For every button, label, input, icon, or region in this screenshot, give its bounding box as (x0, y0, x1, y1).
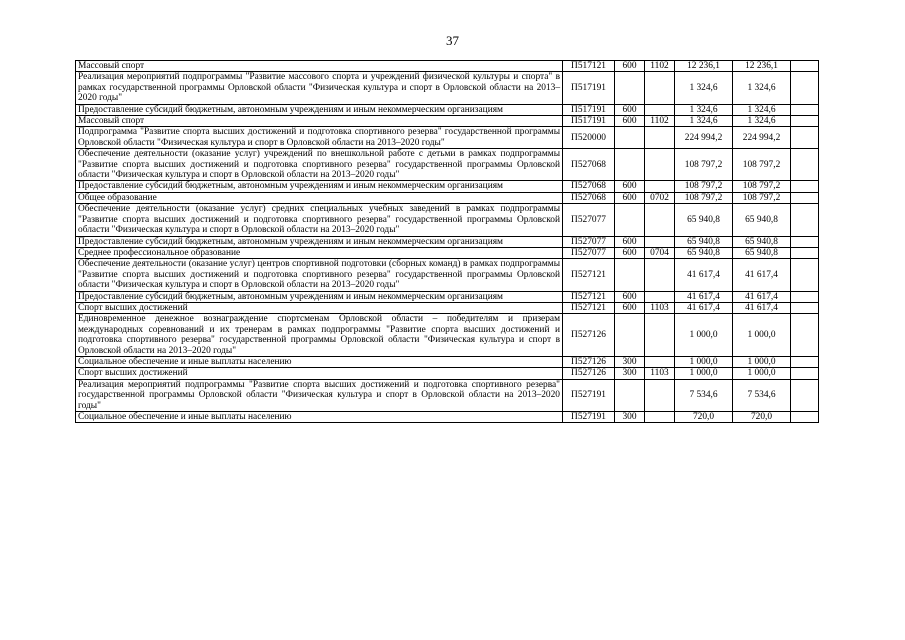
row-code-cell: П527126 (563, 356, 615, 367)
row-extra-cell (791, 412, 819, 423)
row-section-cell: 1103 (645, 368, 675, 379)
row-extra-cell (791, 291, 819, 302)
row-name-cell: Подпрограмма "Развитие спорта высших достижений и подготовка спортивного резерва" государственной программы Орловской области "Физическая культура и спорт в Орловской области на 2013–2020 годы" (76, 127, 563, 149)
row-code-cell: П527121 (563, 302, 615, 313)
row-expense-type-cell (615, 204, 645, 236)
row-extra-cell (791, 72, 819, 104)
row-amount-approved-cell: 720,0 (733, 412, 791, 423)
row-code-cell: П527126 (563, 314, 615, 357)
row-code-cell: П517121 (563, 61, 615, 72)
row-name-cell: Среднее профессиональное образование (76, 247, 563, 258)
row-name-cell: Массовый спорт (76, 116, 563, 127)
budget-table (75, 60, 819, 423)
row-expense-type-cell: 600 (615, 192, 645, 203)
row-code-cell: П527121 (563, 291, 615, 302)
row-code-cell: П517191 (563, 104, 615, 115)
row-code-cell: П527077 (563, 247, 615, 258)
row-code-cell: П527191 (563, 412, 615, 423)
table-row (76, 291, 819, 302)
row-section-cell: 0704 (645, 247, 675, 258)
row-extra-cell (791, 127, 819, 149)
row-amount-cell: 41 617,4 (675, 291, 733, 302)
row-name-cell: Обеспечение деятельности (оказание услуг) центров спортивной подготовки (сборных команд) в рамках подпрограммы "Развитие спорта высших достижений и подготовка спортивного резерва" государственной программы Орловской области "Физическая культура и спорт в Орловской области на 2013–2020 годы" (76, 259, 563, 291)
table-row (76, 72, 819, 104)
row-name-cell: Социальное обеспечение и иные выплаты населению (76, 412, 563, 423)
row-code-cell: П527068 (563, 149, 615, 181)
row-name-cell: Спорт высших достижений (76, 368, 563, 379)
row-amount-cell: 12 236,1 (675, 61, 733, 72)
row-expense-type-cell: 300 (615, 368, 645, 379)
table-row (76, 368, 819, 379)
row-section-cell: 1102 (645, 61, 675, 72)
row-amount-approved-cell: 12 236,1 (733, 61, 791, 72)
row-code-cell: П517191 (563, 72, 615, 104)
row-section-cell (645, 127, 675, 149)
row-extra-cell (791, 104, 819, 115)
row-extra-cell (791, 181, 819, 192)
row-code-cell: П517191 (563, 116, 615, 127)
table-row (76, 247, 819, 258)
table-row (76, 236, 819, 247)
row-extra-cell (791, 247, 819, 258)
row-section-cell: 1103 (645, 302, 675, 313)
row-code-cell: П527077 (563, 204, 615, 236)
page-number: 37 (446, 33, 459, 48)
row-name-cell: Спорт высших достижений (76, 302, 563, 313)
row-name-cell: Общее образование (76, 192, 563, 203)
row-amount-cell: 41 617,4 (675, 259, 733, 291)
row-amount-cell: 108 797,2 (675, 192, 733, 203)
row-extra-cell (791, 368, 819, 379)
row-expense-type-cell: 600 (615, 61, 645, 72)
table-row (76, 181, 819, 192)
row-section-cell (645, 259, 675, 291)
row-amount-cell: 1 000,0 (675, 314, 733, 357)
row-section-cell: 0702 (645, 192, 675, 203)
row-expense-type-cell (615, 259, 645, 291)
row-code-cell: П527126 (563, 368, 615, 379)
row-code-cell: П527068 (563, 192, 615, 203)
row-amount-cell: 1 324,6 (675, 116, 733, 127)
row-amount-cell: 65 940,8 (675, 247, 733, 258)
row-amount-approved-cell: 65 940,8 (733, 236, 791, 247)
row-name-cell: Предоставление субсидий бюджетным, автономным учреждениям и иным некоммерческим организациям (76, 104, 563, 115)
table-row (76, 192, 819, 203)
row-amount-approved-cell: 1 000,0 (733, 368, 791, 379)
row-amount-approved-cell: 65 940,8 (733, 247, 791, 258)
table-row (76, 104, 819, 115)
row-amount-cell: 1 000,0 (675, 356, 733, 367)
table-row (76, 204, 819, 236)
row-name-cell: Предоставление субсидий бюджетным, автономным учреждениям и иным некоммерческим организациям (76, 291, 563, 302)
row-amount-cell: 224 994,2 (675, 127, 733, 149)
row-amount-approved-cell: 1 324,6 (733, 116, 791, 127)
row-expense-type-cell: 300 (615, 412, 645, 423)
row-amount-approved-cell: 65 940,8 (733, 204, 791, 236)
row-section-cell (645, 291, 675, 302)
row-amount-cell: 1 000,0 (675, 368, 733, 379)
row-amount-cell: 108 797,2 (675, 181, 733, 192)
row-amount-cell: 65 940,8 (675, 204, 733, 236)
table-row (76, 302, 819, 313)
row-amount-cell: 1 324,6 (675, 72, 733, 104)
row-section-cell (645, 204, 675, 236)
row-code-cell: П527068 (563, 181, 615, 192)
row-section-cell (645, 104, 675, 115)
row-extra-cell (791, 379, 819, 411)
row-expense-type-cell: 600 (615, 302, 645, 313)
row-section-cell (645, 72, 675, 104)
row-section-cell (645, 314, 675, 357)
row-name-cell: Реализация мероприятий подпрограммы "Развитие спорта высших достижений и подготовка спортивного резерва" государственной программы Орловской области "Физическая культура и спорт в Орловской области на 2013–2020 годы" (76, 379, 563, 411)
row-extra-cell (791, 204, 819, 236)
row-extra-cell (791, 192, 819, 203)
row-amount-cell: 41 617,4 (675, 302, 733, 313)
row-extra-cell (791, 356, 819, 367)
row-extra-cell (791, 259, 819, 291)
table-row (76, 356, 819, 367)
row-name-cell: Социальное обеспечение и иные выплаты населению (76, 356, 563, 367)
row-name-cell: Обеспечение деятельности (оказание услуг) средних специальных учебных заведений в рамках подпрограммы "Развитие спорта высших достижений и подготовка спортивного резерва" государственной программы Орловской области "Физическая культура и спорт в Орловской области на 2013–2020 годы" (76, 204, 563, 236)
row-code-cell: П527077 (563, 236, 615, 247)
row-amount-approved-cell: 108 797,2 (733, 181, 791, 192)
row-extra-cell (791, 314, 819, 357)
row-amount-approved-cell: 41 617,4 (733, 259, 791, 291)
table-row (76, 259, 819, 291)
row-amount-approved-cell: 41 617,4 (733, 291, 791, 302)
row-amount-approved-cell: 1 000,0 (733, 356, 791, 367)
table-body (76, 61, 819, 423)
row-amount-approved-cell: 224 994,2 (733, 127, 791, 149)
row-amount-cell: 65 940,8 (675, 236, 733, 247)
row-code-cell: П520000 (563, 127, 615, 149)
row-section-cell: 1102 (645, 116, 675, 127)
row-expense-type-cell (615, 149, 645, 181)
row-name-cell: Массовый спорт (76, 61, 563, 72)
row-name-cell: Предоставление субсидий бюджетным, автономным учреждениям и иным некоммерческим организациям (76, 236, 563, 247)
row-extra-cell (791, 61, 819, 72)
row-expense-type-cell: 600 (615, 104, 645, 115)
row-name-cell: Предоставление субсидий бюджетным, автономным учреждениям и иным некоммерческим организациям (76, 181, 563, 192)
row-amount-cell: 7 534,6 (675, 379, 733, 411)
row-section-cell (645, 236, 675, 247)
table-row (76, 379, 819, 411)
table-row (76, 412, 819, 423)
row-extra-cell (791, 149, 819, 181)
row-amount-approved-cell: 1 324,6 (733, 104, 791, 115)
table-row (76, 149, 819, 181)
row-expense-type-cell (615, 379, 645, 411)
row-amount-cell: 1 324,6 (675, 104, 733, 115)
row-expense-type-cell (615, 127, 645, 149)
row-extra-cell (791, 236, 819, 247)
row-expense-type-cell: 300 (615, 356, 645, 367)
row-expense-type-cell: 600 (615, 181, 645, 192)
row-amount-approved-cell: 108 797,2 (733, 192, 791, 203)
row-section-cell (645, 356, 675, 367)
row-code-cell: П527121 (563, 259, 615, 291)
table-row (76, 61, 819, 72)
row-expense-type-cell (615, 314, 645, 357)
row-expense-type-cell: 600 (615, 247, 645, 258)
table-row (76, 127, 819, 149)
row-expense-type-cell (615, 72, 645, 104)
row-amount-approved-cell: 1 000,0 (733, 314, 791, 357)
row-code-cell: П527191 (563, 379, 615, 411)
row-amount-cell: 720,0 (675, 412, 733, 423)
row-section-cell (645, 181, 675, 192)
row-expense-type-cell: 600 (615, 291, 645, 302)
row-expense-type-cell: 600 (615, 116, 645, 127)
row-name-cell: Реализация мероприятий подпрограммы "Развитие массового спорта и учреждений физической культуры и спорта" в рамках государственной программы Орловской области "Физическая культура и спорт в Орловской области на 2013–2020 годы" (76, 72, 563, 104)
row-section-cell (645, 379, 675, 411)
row-name-cell: Обеспечение деятельности (оказание услуг) учреждений по внешкольной работе с детьми в рамках подпрограммы "Развитие спорта высших достижений и подготовка спортивного резерва" государственной программы Орловской области "Физическая культура и спорт в Орловской области на 2013–2020 годы" (76, 149, 563, 181)
table-row (76, 116, 819, 127)
row-extra-cell (791, 116, 819, 127)
row-amount-approved-cell: 108 797,2 (733, 149, 791, 181)
row-amount-cell: 108 797,2 (675, 149, 733, 181)
row-section-cell (645, 149, 675, 181)
row-expense-type-cell: 600 (615, 236, 645, 247)
row-extra-cell (791, 302, 819, 313)
table-row (76, 314, 819, 357)
row-amount-approved-cell: 41 617,4 (733, 302, 791, 313)
row-amount-approved-cell: 1 324,6 (733, 72, 791, 104)
row-name-cell: Единовременное денежное вознаграждение спортсменам Орловской области – победителям и призерам международных соревнований и их тренерам в рамках подпрограммы "Развитие спорта высших достижений и подготовка спортивного резерва" государственной программы Орловской области "Физическая культура и спорт в Орловской области на 2013–2020 годы" (76, 314, 563, 357)
row-amount-approved-cell: 7 534,6 (733, 379, 791, 411)
row-section-cell (645, 412, 675, 423)
